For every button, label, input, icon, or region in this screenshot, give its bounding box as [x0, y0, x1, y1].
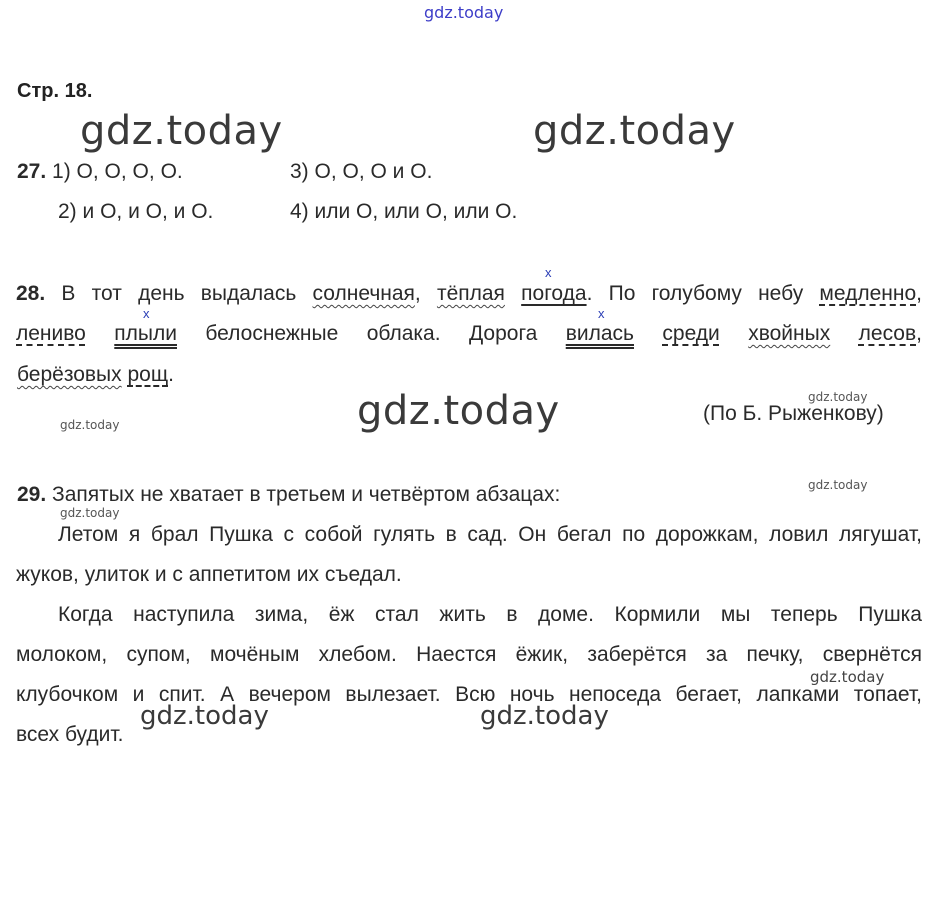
- ex29-p2-line-1: Когда наступила зима, ёж стал жить в доме. Кормили мы теперь Пушка: [58, 603, 922, 626]
- ex28-text: белоснежные облака. Дорога: [205, 322, 538, 345]
- ex28-word-teplaya: тёплая: [436, 282, 505, 305]
- ex27-item-3: 3) О, О, О и О.: [290, 160, 433, 183]
- ex27-item-2: 2) и О, и О, и О.: [58, 200, 214, 223]
- predicate-mark-2: x: [143, 306, 150, 321]
- ex27-line-1: [17, 160, 183, 184]
- page-heading: Стр. 18.: [17, 80, 93, 102]
- watermark-small-3: gdz.today: [808, 478, 868, 492]
- watermark-mid-2: gdz.today: [480, 701, 609, 731]
- ex29-p2-line-3: клубочком и спит. А вечером вылезает. Всю ночь непоседа бегает, лапками топает,: [16, 683, 922, 706]
- ex27-item-1: 1) О, О, О, О.: [52, 160, 183, 183]
- ex28-word-pogoda: погода: [521, 282, 587, 305]
- ex28-text: . По голубому небу: [586, 282, 804, 305]
- watermark-small-2: gdz.today: [60, 418, 120, 432]
- ex28-word-roshch: рощ: [127, 363, 169, 386]
- ex28-line-3: берёзовых рощ.: [17, 363, 174, 386]
- ex28-number: 28.: [16, 282, 46, 305]
- ex28-word-lenivo: лениво: [16, 322, 86, 345]
- watermark-big-2: gdz.today: [533, 108, 736, 154]
- watermark-top: gdz.today: [424, 3, 504, 22]
- ex29-p1-line-1: Летом я брал Пушка с собой гулять в сад. Он бегал по дорожкам, ловил лягушат,: [58, 523, 922, 546]
- ex29-intro-line: [17, 483, 560, 507]
- watermark-mid-1: gdz.today: [140, 701, 269, 731]
- ex29-p1-line-2: жуков, улиток и с аппетитом их съедал.: [16, 563, 402, 586]
- ex28-line-1: 28. В тот день выдалась солнечная, тёплая погода. По голубому небу медленно,: [16, 282, 922, 305]
- ex28-line-2: лениво плыли белоснежные облака. Дорога вилась среди хвойных лесов,: [16, 322, 922, 345]
- ex29-intro: Запятых не хватает в третьем и четвёртом абзацах:: [52, 483, 561, 506]
- ex29-number: 29.: [17, 483, 47, 506]
- predicate-mark-3: x: [598, 306, 605, 321]
- ex28-word-lesov: лесов: [858, 322, 917, 345]
- ex27-number: 27.: [17, 160, 47, 183]
- ex28-word-hvoynykh: хвойных: [748, 322, 831, 345]
- watermark-small-1: gdz.today: [808, 390, 868, 404]
- ex27-item-4: 4) или О, или О, или О.: [290, 200, 518, 223]
- watermark-big-3: gdz.today: [357, 388, 560, 434]
- ex28-word-plyli: плыли: [114, 322, 177, 345]
- ex28-source: (По Б. Рыженкову): [703, 402, 884, 425]
- ex29-p2-line-2: молоком, супом, мочёным хлебом. Наестся ёжик, заберётся за печку, свернётся: [16, 643, 922, 666]
- predicate-mark-1: x: [545, 265, 552, 280]
- ex28-word-sredi: среди: [662, 322, 720, 345]
- ex29-p2-line-4: всех будит.: [16, 723, 124, 746]
- watermark-big-1: gdz.today: [80, 108, 283, 154]
- ex28-word-medlenno: медленно: [819, 282, 917, 305]
- ex28-word-vilas: вилась: [565, 322, 634, 345]
- ex28-word-berezovykh: берёзовых: [17, 363, 122, 386]
- ex28-text: В тот день выдалась: [61, 282, 297, 305]
- ex28-word-solnechnaya: солнечная: [312, 282, 415, 305]
- watermark-small-5: gdz.today: [810, 668, 885, 686]
- watermark-small-4: gdz.today: [60, 506, 120, 520]
